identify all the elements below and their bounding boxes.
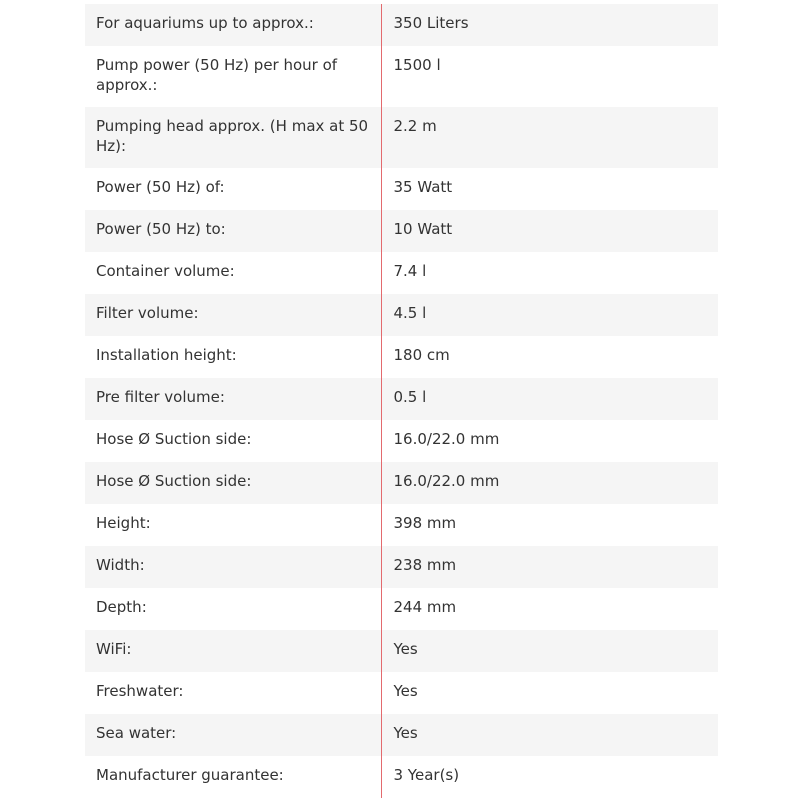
spec-row-installation-height bbox=[85, 336, 718, 378]
spec-label: WiFi: bbox=[85, 630, 381, 672]
spec-label: Installation height: bbox=[85, 336, 381, 378]
spec-row-power-to bbox=[85, 210, 718, 252]
spec-row-hose-suction-1 bbox=[85, 420, 718, 462]
spec-row-height bbox=[85, 504, 718, 546]
spec-row-freshwater bbox=[85, 672, 718, 714]
spec-row-container-volume bbox=[85, 252, 718, 294]
spec-value: 10 Watt bbox=[381, 210, 718, 252]
spec-row-pump-power bbox=[85, 46, 718, 107]
spec-row-aquarium-size bbox=[85, 4, 718, 46]
spec-value: Yes bbox=[381, 714, 718, 756]
spec-label: Freshwater: bbox=[85, 672, 381, 714]
spec-value: 4.5 l bbox=[381, 294, 718, 336]
spec-value: 1500 l bbox=[381, 46, 718, 107]
spec-value: 0.5 l bbox=[381, 378, 718, 420]
spec-label: Hose Ø Suction side: bbox=[85, 420, 381, 462]
spec-label: Height: bbox=[85, 504, 381, 546]
product-specs-table bbox=[85, 4, 718, 798]
product-specs-container bbox=[85, 4, 718, 798]
spec-row-pre-filter-volume bbox=[85, 378, 718, 420]
spec-label: Power (50 Hz) of: bbox=[85, 168, 381, 210]
spec-value: 398 mm bbox=[381, 504, 718, 546]
spec-row-pumping-head bbox=[85, 107, 718, 168]
spec-value: 16.0/22.0 mm bbox=[381, 462, 718, 504]
spec-label: Manufacturer guarantee: bbox=[85, 756, 381, 798]
spec-label: Pump power (50 Hz) per hour of approx.: bbox=[85, 46, 381, 107]
spec-label: For aquariums up to approx.: bbox=[85, 4, 381, 46]
spec-label: Width: bbox=[85, 546, 381, 588]
spec-label: Depth: bbox=[85, 588, 381, 630]
spec-row-wifi bbox=[85, 630, 718, 672]
spec-value: 238 mm bbox=[381, 546, 718, 588]
spec-value: 35 Watt bbox=[381, 168, 718, 210]
spec-label: Hose Ø Suction side: bbox=[85, 462, 381, 504]
spec-row-depth bbox=[85, 588, 718, 630]
spec-label: Power (50 Hz) to: bbox=[85, 210, 381, 252]
spec-value: Yes bbox=[381, 672, 718, 714]
spec-value: 180 cm bbox=[381, 336, 718, 378]
spec-value: 7.4 l bbox=[381, 252, 718, 294]
spec-label: Pre filter volume: bbox=[85, 378, 381, 420]
spec-row-manufacturer-guarantee bbox=[85, 756, 718, 798]
spec-label: Sea water: bbox=[85, 714, 381, 756]
spec-row-filter-volume bbox=[85, 294, 718, 336]
spec-value: Yes bbox=[381, 630, 718, 672]
spec-row-hose-suction-2 bbox=[85, 462, 718, 504]
spec-value: 16.0/22.0 mm bbox=[381, 420, 718, 462]
spec-value: 3 Year(s) bbox=[381, 756, 718, 798]
spec-label: Filter volume: bbox=[85, 294, 381, 336]
spec-value: 350 Liters bbox=[381, 4, 718, 46]
spec-row-power-of bbox=[85, 168, 718, 210]
spec-value: 2.2 m bbox=[381, 107, 718, 168]
spec-row-sea-water bbox=[85, 714, 718, 756]
spec-value: 244 mm bbox=[381, 588, 718, 630]
spec-label: Container volume: bbox=[85, 252, 381, 294]
spec-row-width bbox=[85, 546, 718, 588]
spec-label: Pumping head approx. (H max at 50 Hz): bbox=[85, 107, 381, 168]
